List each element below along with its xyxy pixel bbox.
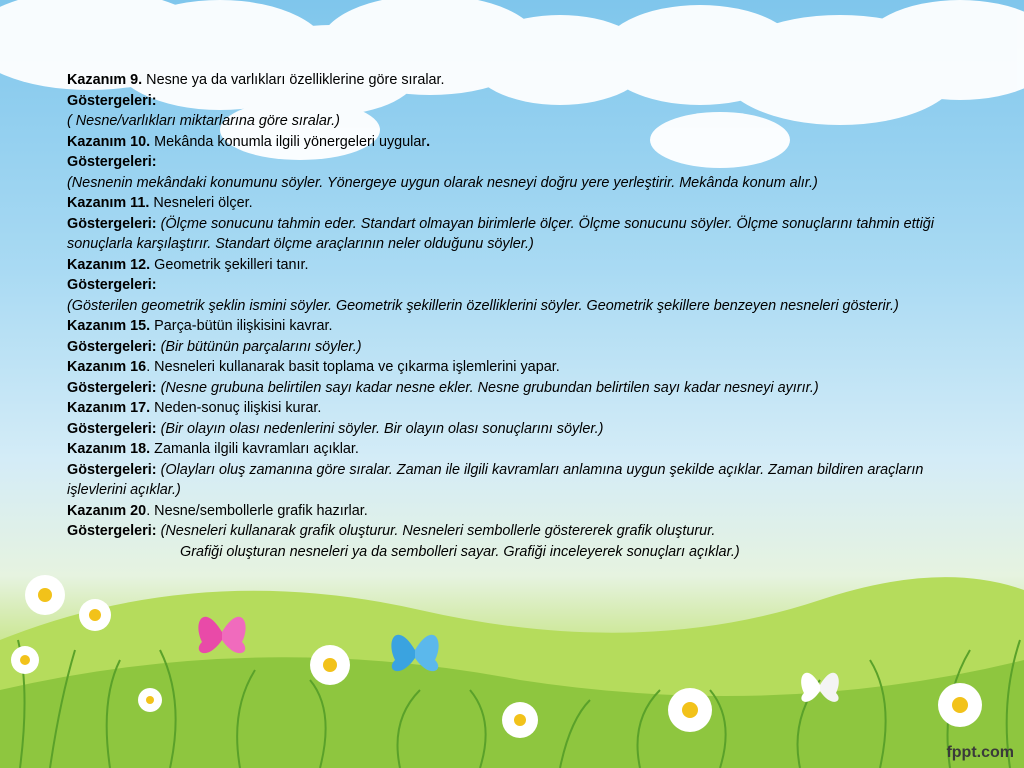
slide-line <box>67 398 967 419</box>
slide-line <box>67 337 967 358</box>
line-label: Kazanım 16 <box>67 359 147 375</box>
line-text: Mekânda konumla ilgili yönergeleri uygular <box>150 133 427 150</box>
slide-line <box>67 275 967 296</box>
line-text: Nesneleri ölçer. <box>149 195 253 211</box>
line-label: Kazanım 12. <box>67 256 151 273</box>
line-text: . Nesneleri kullanarak basit toplama ve çıkarma işlemlerini yapar. <box>146 359 560 375</box>
slide-line <box>67 542 967 563</box>
slide-line <box>67 193 967 214</box>
line-label: Göstergeleri: <box>67 523 157 539</box>
line-label: Göstergeleri: <box>67 379 157 396</box>
line-text: Nesne ya da varlıkları özelliklerine göre sıralar. <box>142 72 445 88</box>
line-label: Kazanım 20 <box>67 502 147 519</box>
watermark-logo: fppt.com <box>946 744 1014 761</box>
line-italic-text: Grafiği oluşturan nesneleri ya da sembolleri sayar. Grafiği inceleyerek sonuçları açıklar.) <box>180 543 740 560</box>
line-italic-text: ( Nesne/varlıkları miktarlarına göre sıralar.) <box>67 113 340 129</box>
slide-line <box>67 111 967 132</box>
line-italic-text: (Nesnenin mekândaki konumunu söyler. Yönergeye uygun olarak nesneyi doğru yere yerleştirir. Mekânda konum alır.) <box>67 174 818 191</box>
slide-line <box>67 501 967 522</box>
line-text: Parça-bütün ilişkisini kavrar. <box>150 318 333 334</box>
line-label: Kazanım 10. <box>67 133 151 150</box>
slide-line <box>67 173 967 194</box>
line-label: Kazanım 11. <box>67 195 150 211</box>
line-italic-text: (Ölçme sonucunu tahmin eder. Standart olmayan birimlerle ölçer. Ölçme sonucunu söyler. Ölçme sonuçlarını tahmin ettiği sonuçlarla karşılaştırır. Standart ölçme araçlarının neler olduğunu söyler.) <box>67 215 935 252</box>
slide-line <box>67 316 967 337</box>
slide-line <box>67 255 967 276</box>
line-label: Göstergeleri: <box>67 277 157 293</box>
line-italic-text: (Bir bütünün parçalarını söyler.) <box>156 338 362 355</box>
slide-line <box>67 419 967 440</box>
line-italic-text: (Gösterilen geometrik şeklin ismini söyler. Geometrik şekillerin özelliklerini söyler. Geometrik şekillere benzeyen nesneleri gösterir.) <box>67 297 899 314</box>
line-label: Göstergeleri: <box>67 461 157 478</box>
slide-line <box>67 460 967 501</box>
slide-line <box>67 521 967 542</box>
slide-line <box>67 357 967 378</box>
line-text: . Nesne/sembollerle grafik hazırlar. <box>146 502 368 519</box>
slide-line <box>67 439 967 460</box>
slide-line <box>67 132 967 153</box>
line-italic-text: (Olayları oluş zamanına göre sıralar. Zaman ile ilgili kavramları anlamına uygun şekilde açıklar. Zaman bildiren araçların işlevlerini açıklar.) <box>67 461 924 498</box>
line-text: Neden-sonuç ilişkisi kurar. <box>150 400 322 416</box>
line-label: Göstergeleri: <box>67 92 157 109</box>
line-italic-text: (Nesne grubuna belirtilen sayı kadar nesne ekler. Nesne grubundan belirtilen sayı kadar nesneyi ayırır.) <box>156 379 819 396</box>
line-italic-text: (Nesneleri kullanarak grafik oluşturur. Nesneleri sembollerle göstererek grafik oluşturur. <box>156 523 716 539</box>
line-label: Kazanım 18. <box>67 441 151 457</box>
slide-line <box>67 152 967 173</box>
line-italic-text: (Bir olayın olası nedenlerini söyler. Bir olayın olası sonuçlarını söyler.) <box>156 420 604 437</box>
line-label: Kazanım 17. <box>67 400 151 416</box>
line-text: Zamanla ilgili kavramları açıklar. <box>150 441 359 457</box>
slide-line <box>67 70 967 91</box>
line-label: Göstergeleri: <box>67 215 157 232</box>
slide-line <box>67 296 967 317</box>
slide-body-text <box>67 70 967 562</box>
line-label: Göstergeleri: <box>67 338 157 355</box>
line-label: Kazanım 9. <box>67 72 143 88</box>
line-suffix: . <box>426 133 431 150</box>
slide-line <box>67 378 967 399</box>
line-label: Göstergeleri: <box>67 420 157 437</box>
slide-line <box>67 214 967 255</box>
line-text: Geometrik şekilleri tanır. <box>150 256 309 273</box>
line-label: Kazanım 15. <box>67 318 151 334</box>
slide-line <box>67 91 967 112</box>
line-label: Göstergeleri: <box>67 154 157 170</box>
